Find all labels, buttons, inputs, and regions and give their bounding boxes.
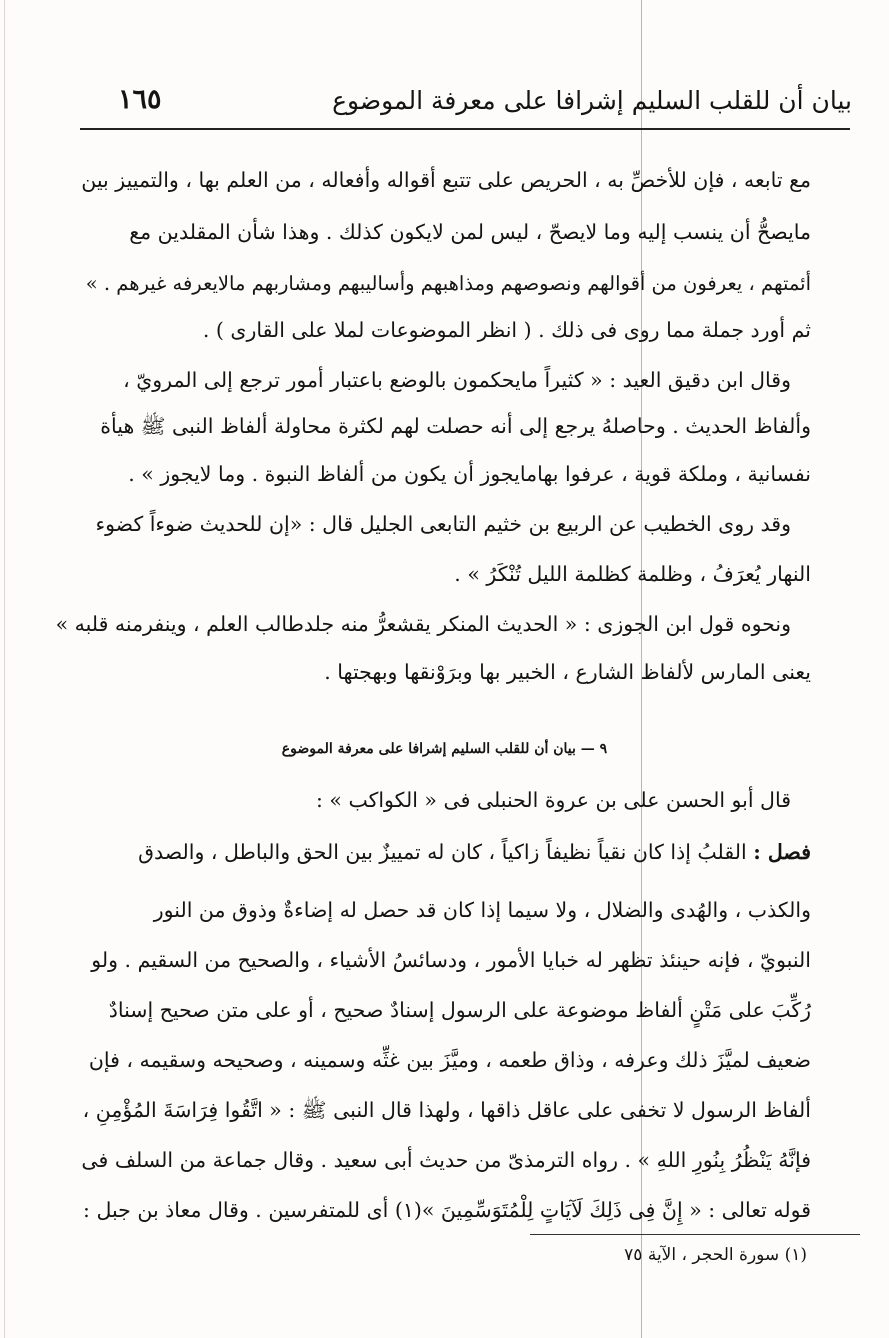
text-line: فإنَّهُ يَنْظُرُ بِنُورِ اللهِ » . رواه الترمذىّ من حديث أبى سعيد . وقال جماعة من السلف فى	[81, 1148, 811, 1172]
header-rule	[80, 128, 850, 130]
fasl-text: القلبُ إذا كان نقياً نظيفاً زاكياً ، كان له تمييزٌ بين الحق والباطل ، والصدق	[138, 840, 747, 864]
running-header	[82, 84, 852, 128]
text-line: نفسانية ، وملكة قوية ، عرفوا بهامايجوز أن يكون من ألفاظ النبوة . وما لايجوز » .	[128, 462, 811, 486]
text-line: ألفاظ الرسول لا تخفى على عاقل ذاقها ، ولهذا قال النبى ﷺ : « اتَّقُوا فِرَاسَةَ المُؤْمِنِ ،	[82, 1098, 811, 1122]
text-line: رُكِّبَ على مَتْنٍ ألفاظ موضوعة على الرسول إسنادٌ صحيح ، أو على متن صحيح إسنادٌ	[108, 998, 811, 1022]
page-number: ١٦٥	[118, 84, 162, 115]
footnote-rule	[530, 1234, 860, 1235]
text-line: ضعيف لميَّزَ ذلك وعرفه ، وذاق طعمه ، وميَّزَ بين غثِّه وسمينه ، وصحيحه وسقيمه ، فإن	[88, 1048, 811, 1072]
text-line: النبويّ ، فإنه حينئذ تظهر له خبايا الأمور ، ودسائسُ الأشياء ، والصحيح من السقيم . ولو	[91, 948, 811, 972]
text-line: ونحوه قول ابن الجوزى : « الحديث المنكر يقشعرُّ منه جلدطالب العلم ، وينفرمنه قلبه »	[55, 612, 791, 636]
text-line: مايصحُّ أن ينسب إليه وما لايصحّ ، ليس لمن لايكون كذلك . وهذا شأن المقلدين مع	[129, 220, 811, 244]
text-line: ثم أورد جملة مما روى فى ذلك . ( انظر الموضوعات لملا على القارى ) .	[202, 318, 811, 342]
footnote: (١) سورة الحجر ، الآية ٧٥	[624, 1245, 807, 1265]
text-line: مع تابعه ، فإن للأخصِّ به ، الحريص على تتبع أقواله وأفعاله ، من العلم بها ، والتمييز بين	[81, 168, 811, 192]
text-line: قوله تعالى : « إِنَّ فِى ذَلِكَ لَآيَاتٍ لِلْمُتَوَسِّمِينَ »(١) أى للمتفرسين . وقال معاذ بن جبل :	[83, 1198, 811, 1222]
text-line: وألفاظ الحديث . وحاصلهُ يرجع إلى أنه حصلت لهم لكثرة محاولة ألفاظ النبى ﷺ هيأة	[100, 414, 811, 438]
fasl-label: فصل :	[753, 840, 811, 864]
page-gutter-edge	[4, 0, 5, 1338]
running-title: بيان أن للقلب السليم إشرافا على معرفة الموضوع	[332, 86, 852, 115]
text-line: قال أبو الحسن على بن عروة الحنبلى فى « الكواكب » :	[315, 788, 791, 812]
text-line: النهار يُعرَفُ ، وظلمة كظلمة الليل تُنْكَرُ » .	[454, 562, 811, 586]
section-heading	[0, 726, 889, 772]
text-line: وقد روى الخطيب عن الربيع بن خثيم التابعى الجليل قال : «إن للحديث ضوءاً كضوء	[95, 512, 791, 536]
section-dash: —	[580, 741, 595, 757]
text-line: والكذب ، والهُدى والضلال ، ولا سيما إذا كان قد حصل له إضاءةٌ وذوق من النور	[153, 898, 811, 922]
section-number: ٩	[599, 741, 608, 757]
text-line: وقال ابن دقيق العيد : « كثيراً مايحكمون بالوضع باعتبار أمور ترجع إلى المرويّ ،	[123, 368, 791, 392]
text-line-fasl	[138, 832, 811, 872]
section-title: بيان أن للقلب السليم إشرافا على معرفة الموضوع	[281, 741, 576, 757]
text-line: يعنى المارس لألفاظ الشارع ، الخبير بها وبرَوْنقها وبهجتها .	[324, 660, 811, 684]
text-line: أئمتهم ، يعرفون من أقوالهم ونصوصهم ومذاهبهم وأساليبهم ومشاربهم مالايعرفه غيرهم . »	[85, 272, 811, 295]
